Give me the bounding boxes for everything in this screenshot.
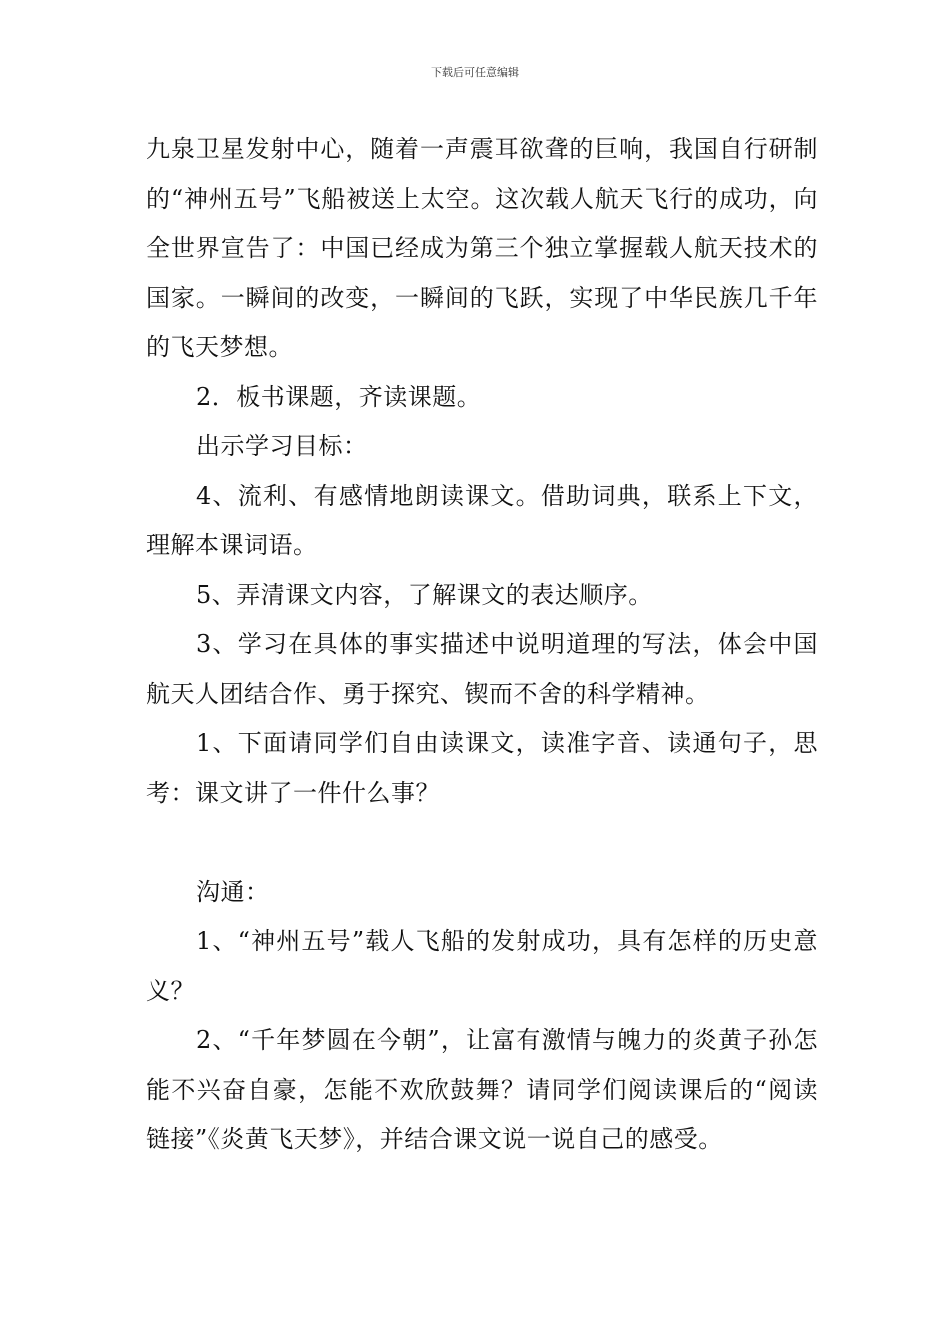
paragraph-goal-4: 4、流利、有感情地朗读课文。借助词典，联系上下文，理解本课词语。	[146, 481, 818, 559]
paragraph-reading-task: 1、下面请同学们自由读课文，读准字音、读通句子，思考：课文讲了一件什么事？	[146, 729, 818, 807]
paragraph-goals-heading: 出示学习目标：	[196, 432, 368, 460]
blank-line	[146, 818, 818, 868]
paragraph-goal-3: 3、学习在具体的事实描述中说明道理的写法，体会中国航天人团结合作、勇于探究、锲而不舍的科学精神。	[146, 630, 818, 708]
paragraph-board-title: 2．板书课题，齐读课题。	[196, 382, 482, 411]
paragraph-question-2: 2、“千年梦圆在今朝”，让富有激情与魄力的炎黄子孙怎能不兴奋自豪，怎能不欢欣鼓舞？请同学们阅读课后的“阅读链接”《炎黄飞天梦》，并结合课文说一说自己的感受。	[146, 1026, 818, 1153]
page-header: 下载后可任意编辑	[431, 66, 519, 79]
paragraph-goal-5: 5、弄清课文内容，了解课文的表达顺序。	[196, 580, 653, 609]
paragraph-intro: 九泉卫星发射中心，随着一声震耳欲聋的巨响，我国自行研制的“神州五号”飞船被送上太空。这次载人航天飞行的成功，向全世界宣告了：中国已经成为第三个独立掌握载人航天技术的国家。一瞬间的改变，一瞬间的飞跃，实现了中华民族几千年的飞天梦想。	[146, 135, 818, 361]
paragraph-question-1: 1、“神州五号”载人飞船的发射成功，具有怎样的历史意义？	[146, 927, 818, 1005]
paragraph-discussion-heading: 沟通：	[196, 877, 270, 906]
document-body	[146, 125, 818, 1165]
